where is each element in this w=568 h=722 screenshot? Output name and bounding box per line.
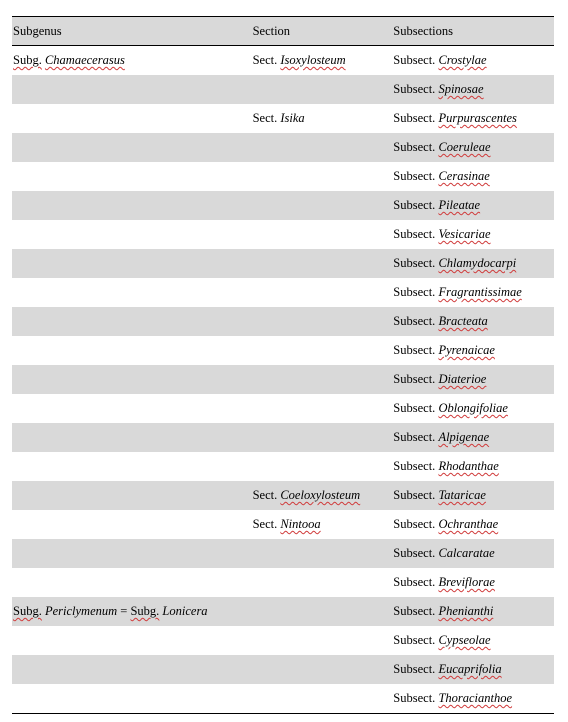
cell-text: Chlamydocarpi [438,256,517,270]
cell-subsection [393,488,554,503]
table-row [12,307,554,336]
table-row [12,75,554,104]
cell-text: Fragrantissimae [438,285,522,299]
cell-text: Subsect. [393,140,439,154]
cell-subsection [393,430,554,445]
cell-subsection [393,227,554,242]
cell-subsection [393,662,554,677]
cell-subsection [393,691,554,706]
cell-section [253,488,394,503]
cell-text: Subsect. [393,343,439,357]
cell-section [253,111,394,126]
cell-text: Subsect. [393,662,439,676]
cell-text: Diaterioe [438,372,487,386]
cell-subsection [393,633,554,648]
table-row [12,481,554,510]
header-subsections: Subsections [393,23,454,38]
header-subgenus: Subgenus [13,23,62,38]
cell-subsection [393,459,554,474]
cell-text: Coeruleae [438,140,491,154]
table-row [12,191,554,220]
table-row [12,104,554,133]
table-row [12,249,554,278]
table-row [12,394,554,423]
cell-section [253,517,394,532]
cell-subsection [393,82,554,97]
cell-subsection [393,111,554,126]
cell-text: Subsect. [393,256,439,270]
cell-text: Subg. [13,53,42,67]
cell-text: Alpigenae [438,430,490,444]
table-row [12,46,554,75]
cell-text: Subsect. [393,198,439,212]
cell-subsection [393,256,554,271]
table-row [12,278,554,307]
cell-text: Ochranthae [438,517,499,531]
cell-text: Purpurascentes [438,111,517,125]
header-section: Section [252,23,291,38]
cell-subsection [393,546,554,561]
table-row [12,655,554,684]
cell-text: Sect. [252,517,281,531]
table-header-row [12,16,554,46]
table-row [12,423,554,452]
cell-text: Sect. [252,53,281,67]
cell-text: Subsect. [393,488,439,502]
cell-text: Phenianthi [438,604,494,618]
cell-text: Calcaratae [438,546,495,560]
table-row [12,133,554,162]
cell-text: Bracteata [438,314,488,328]
cell-subsection [393,285,554,300]
cell-text: Subsect. [393,285,439,299]
cell-text: Subg. [13,604,42,618]
table-row [12,510,554,539]
table-row [12,452,554,481]
cell-section [253,53,394,68]
cell-text: Thoracianthoe [438,691,513,705]
table-body [12,46,554,713]
table-row [12,626,554,655]
cell-text: Cerasinae [438,169,490,183]
cell-text: Subsect. [393,575,439,589]
cell-text: Subsect. [393,430,439,444]
table-row [12,568,554,597]
cell-text: Spinosae [438,82,484,96]
table-row [12,162,554,191]
cell-text: Subsect. [393,372,439,386]
cell-text: Pileatae [438,198,481,212]
cell-subsection [393,343,554,358]
cell-subsection [393,401,554,416]
cell-subsection [393,517,554,532]
cell-text: Subsect. [393,517,439,531]
table-row [12,684,554,713]
cell-text: Sect. [252,488,281,502]
table-row [12,220,554,249]
cell-subsection [393,198,554,213]
cell-text: Chamaecerasus [44,53,125,67]
cell-text: Isoxylosteum [280,53,346,67]
cell-text: Subsect. [393,111,439,125]
cell-subsection [393,604,554,619]
cell-subsection [393,53,554,68]
cell-text: Subsect. [393,227,439,241]
cell-text: Oblongifoliae [438,401,508,415]
cell-text: Subsect. [393,546,439,560]
taxonomy-table [12,16,554,714]
cell-text: Subsect. [393,53,439,67]
table-bottom-rule [12,713,554,714]
cell-subsection [393,314,554,329]
cell-subgenus [12,53,253,68]
cell-text: Subsect. [393,633,439,647]
cell-text: Nintooa [280,517,321,531]
cell-text: Sect. [252,111,281,125]
cell-text: Crostylae [438,53,487,67]
cell-text: Rhodanthae [438,459,499,473]
cell-text: Lonicera [162,604,208,618]
cell-subsection [393,575,554,590]
cell-text: Pyrenaicae [438,343,495,357]
cell-text: Tataricae [438,488,486,502]
cell-text: Subsect. [393,169,439,183]
table-row [12,597,554,626]
cell-text: Subsect. [393,691,439,705]
cell-subgenus [12,604,253,619]
cell-text: Cypseolae [438,633,491,647]
cell-text: Subsect. [393,401,439,415]
cell-text: Subsect. [393,459,439,473]
cell-text: Breviflorae [438,575,495,589]
table-row [12,539,554,568]
cell-subsection [393,140,554,155]
cell-text: Periclymenum [44,604,118,618]
cell-text: Isika [280,111,305,125]
cell-text: Subsect. [393,314,439,328]
cell-text: Vesicariae [438,227,491,241]
cell-text: Eucaprifolia [438,662,502,676]
table-row [12,336,554,365]
cell-text: Subg. [130,604,160,618]
cell-subsection [393,169,554,184]
cell-subsection [393,372,554,387]
cell-text: Subsect. [393,82,439,96]
cell-text: = [117,604,131,618]
table-row [12,365,554,394]
cell-text: Coeloxylosteum [280,488,361,502]
cell-text: Subsect. [393,604,439,618]
